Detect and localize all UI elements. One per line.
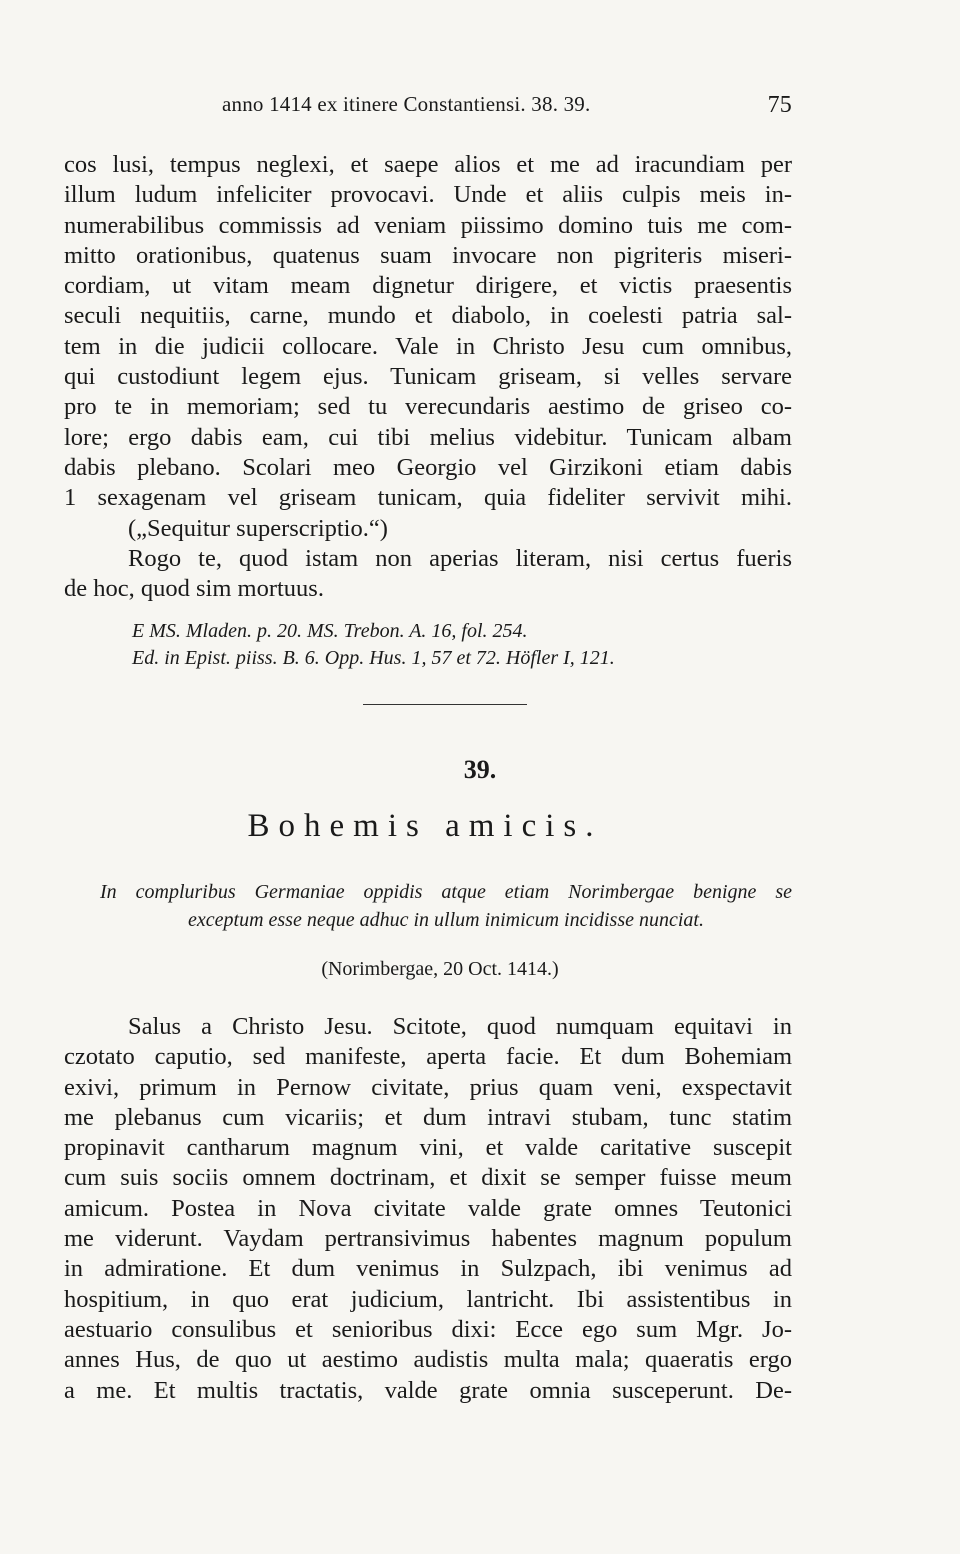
text-line: pro te in memoriam; sed tu verecundaris aestimo de griseo co- <box>64 393 792 421</box>
text-line: a me. Et multis tractatis, valde grate omnia susceperunt. De- <box>64 1376 792 1404</box>
letter-39-body <box>64 1012 792 1406</box>
text-line: annes Hus, de quo ut aestimo audistis multa mala; quaeratis ergo <box>64 1346 792 1374</box>
page-number: 75 <box>767 92 792 118</box>
text-line: tem in die judicii collocare. Vale in Christo Jesu cum omnibus, <box>64 332 792 360</box>
text-line: cum suis sociis omnem doctrinam, et dixit se semper fuisse meum <box>64 1164 792 1192</box>
text-line: dabis plebano. Scolari meo Georgio vel Girzikoni etiam dabis <box>64 453 792 481</box>
text-line: me viderunt. Vaydam pertransivimus habentes magnum populum <box>64 1225 792 1253</box>
source-citations <box>132 618 792 672</box>
summary-line: In compluribus Germaniae oppidis atque etiam Norimbergae benigne se <box>100 881 792 903</box>
text-line: Rogo te, quod istam non aperias literam, nisi certus fueris <box>128 544 792 572</box>
running-header <box>222 92 792 117</box>
section-divider <box>363 704 527 705</box>
document-title: Bohemis amicis. <box>247 808 603 844</box>
text-line: qui custodiunt legem ejus. Tunicam griseam, si velles servare <box>64 363 792 391</box>
text-line: me plebanus cum vicariis; et dum intravi stubam, tunc statim <box>64 1103 792 1131</box>
dateline: (Norimbergae, 20 Oct. 1414.) <box>321 958 559 980</box>
summary-line: exceptum esse neque adhuc in ullum inimicum incidisse nunciat. <box>188 909 704 931</box>
letter-38-body <box>64 150 792 604</box>
text-line: cordiam, ut vitam meam dignetur dirigere, et victis praesentis <box>64 272 792 300</box>
text-line: hospitium, in quo erat judicium, lantricht. Ibi assistentibus in <box>64 1285 792 1313</box>
text-line: seculi nequitiis, carne, mundo et diabolo, in coelesti patria sal- <box>64 302 792 330</box>
text-line: lore; ergo dabis eam, cui tibi melius videbitur. Tunicam albam <box>64 423 792 451</box>
superscription-note: („Sequitur superscriptio.“) <box>128 514 388 542</box>
text-line: cos lusi, tempus neglexi, et saepe alios et me ad iracundiam per <box>64 151 792 178</box>
text-line: illum ludum infeliciter provocavi. Unde et aliis culpis meis in- <box>64 181 792 209</box>
text-line: exivi, primum in Pernow civitate, prius quam veni, exspectavit <box>64 1073 792 1101</box>
running-title: anno 1414 ex itinere Constantiensi. 38. 39. <box>222 92 591 116</box>
document-summary <box>100 878 792 934</box>
text-line: de hoc, quod sim mortuus. <box>64 575 324 603</box>
text-line: 1 sexagenam vel griseam tunicam, quia fideliter servivit mihi. <box>64 484 792 512</box>
text-line: in admiratione. Et dum venimus in Sulzpach, ibi venimus ad <box>64 1255 792 1283</box>
text-line: czotato caputio, sed manifeste, aperta facie. Et dum Bohemiam <box>64 1043 792 1071</box>
text-line: propinavit cantharum magnum vini, et valde caritative suscepit <box>64 1134 792 1162</box>
text-line: amicum. Postea in Nova civitate valde grate omnes Teutonici <box>64 1194 792 1222</box>
text-line: numerabilibus commissis ad veniam piissimo domino tuis me com- <box>64 211 792 239</box>
document-number: 39. <box>463 755 497 784</box>
text-line: Salus a Christo Jesu. Scitote, quod numquam equitavi in <box>128 1013 792 1040</box>
text-line: aestuario consulibus et senioribus dixi: Ecce ego sum Mgr. Jo- <box>64 1315 792 1343</box>
text-line: mitto orationibus, quatenus suam invocare non pigriteris miseri- <box>64 241 792 269</box>
citation-line: Ed. in Epist. piiss. B. 6. Opp. Hus. 1, 57 et 72. Höfler I, 121. <box>132 647 615 669</box>
citation-line: E MS. Mladen. p. 20. MS. Trebon. A. 16, fol. 254. <box>132 620 528 642</box>
